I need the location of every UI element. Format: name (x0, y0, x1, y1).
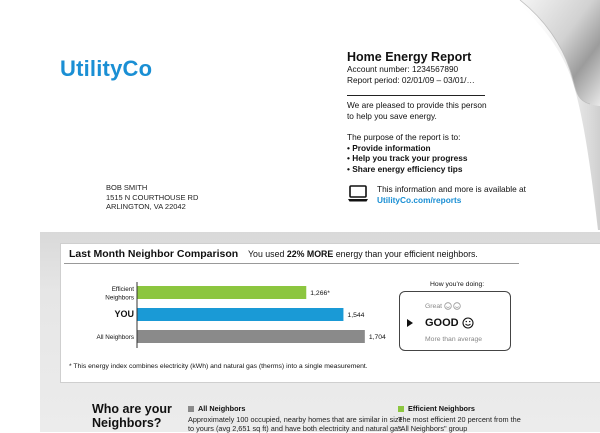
category-label: Efficient (111, 285, 134, 293)
definition-line: "All Neighbors" group (398, 424, 468, 433)
purpose-item: • Share energy efficiency tips (347, 164, 507, 175)
bar-0 (137, 286, 306, 299)
page-curl-graphic (490, 0, 600, 230)
great-label: Great (425, 302, 442, 310)
summary-highlight: 22% MORE (286, 249, 334, 259)
energy-index-footnote: * This energy index combines electricity (kWh) and natural gas (therms) into a single measurement. (69, 363, 368, 370)
rating-good (425, 317, 474, 329)
header-divider (347, 95, 485, 96)
bar-1 (137, 308, 343, 321)
reports-link[interactable]: UtilityCo.com/reports (377, 194, 462, 205)
purpose-item: • Help you track your progress (347, 153, 507, 164)
efficient-neighbors-heading: Efficient Neighbors (408, 404, 475, 413)
summary-suffix: energy than your efficient neighbors. (333, 249, 478, 259)
purpose-heading: The purpose of the report is to: (347, 132, 461, 142)
category-label: Neighbors (105, 294, 134, 302)
intro-line: to help you save energy. (347, 110, 437, 121)
category-label: YOU (114, 309, 134, 319)
efficient-neighbors-definition (398, 404, 598, 433)
rating-great (425, 302, 462, 310)
comparison-title: Last Month Neighbor Comparison (69, 248, 239, 260)
definition-line: Approximately 100 occupied, nearby homes that are similar in size (188, 415, 403, 424)
report-title: Home Energy Report (347, 50, 472, 64)
purpose-section (347, 132, 507, 174)
address-name: BOB SMITH (106, 183, 148, 192)
report-period: Report period: 02/01/09 – 03/01/… (347, 74, 475, 85)
doing-title: How you're doing: (430, 281, 485, 288)
address-street: 1515 N COURTHOUSE RD (106, 192, 199, 202)
definition-line: The most efficient 20 percent from the (398, 415, 521, 424)
definition-line: to yours (avg 2,651 sq ft) and have both electricity and natural gas (188, 424, 402, 433)
neighbors-title-line2: Neighbors? (92, 416, 162, 430)
summary-prefix: You used (248, 249, 287, 259)
mailing-address (106, 183, 198, 212)
account-number: Account number: 1234567890 (347, 64, 459, 74)
address-city: ARLINGTON, VA 22042 (106, 202, 186, 211)
bar-2 (137, 330, 365, 343)
neighbor-comparison-chart (60, 280, 400, 360)
neighbors-title-line1: Who are your (92, 402, 172, 416)
neighbors-title (92, 402, 172, 430)
category-label: All Neighbors (96, 334, 134, 341)
smiley-icon (462, 317, 474, 329)
rating-pointer-icon (407, 319, 413, 327)
report-header (347, 50, 497, 85)
all-neighbors-swatch (188, 406, 194, 412)
comparison-divider (64, 263, 519, 264)
intro-text (347, 100, 497, 121)
rating-more-than-average: More than average (425, 336, 483, 343)
intro-line: We are pleased to provide this person (347, 100, 487, 110)
all-neighbors-definition (188, 404, 403, 433)
purpose-item: • Provide information (347, 143, 507, 154)
all-neighbors-heading: All Neighbors (198, 404, 246, 413)
laptop-icon (347, 185, 369, 203)
value-label: 1,266* (310, 290, 330, 297)
value-label: 1,704 (368, 334, 386, 341)
comparison-summary (248, 249, 478, 259)
good-label: GOOD (425, 317, 459, 329)
utilityco-logo: UtilityCo (60, 56, 153, 81)
value-label: 1,544 (347, 312, 365, 319)
web-info-text: This information and more is available at (377, 184, 526, 194)
double-smiley-icon (444, 302, 462, 310)
efficient-neighbors-swatch (398, 406, 404, 412)
